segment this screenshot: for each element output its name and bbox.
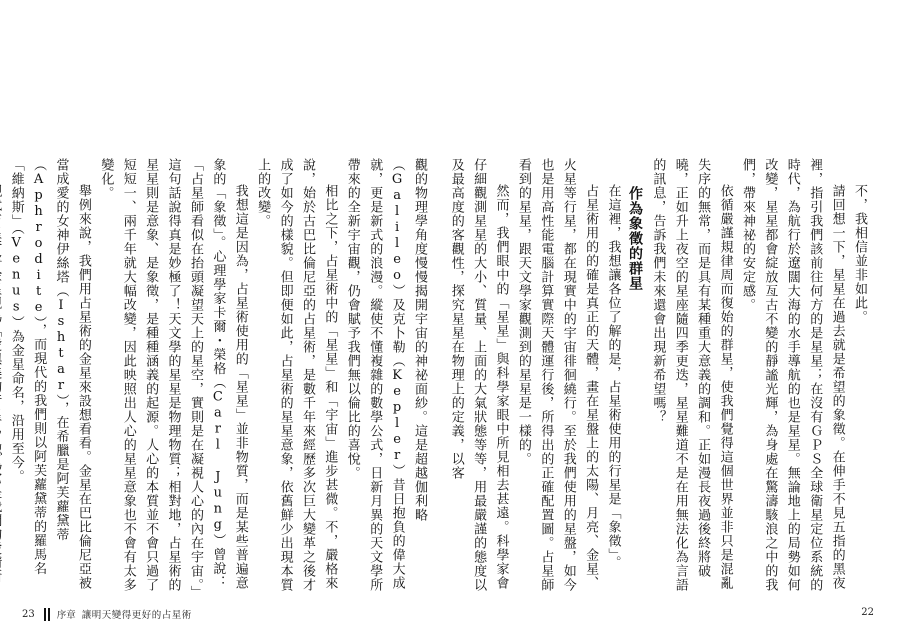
right-footer: [861, 607, 874, 618]
paragraph: 在這裡，我想讓各位了解的是，占星術使用的行星是「象徵」。: [605, 184, 621, 570]
right-page: [450, 0, 900, 638]
section-heading: 作為象徵的群星: [626, 186, 643, 291]
paragraph: 依循嚴謹規律周而復始的群星，使我們覺得這個世界並非只是混亂失序的無常，而是具有某種重大意義的調和。正如漫長夜過後終將破曉，正如升上夜空的星座隨四季更迭，星星難道不是在用無法化為言語的訊息，告訴我們未來還會出現新希望嗎？: [650, 158, 733, 592]
left-page-text: [8, 158, 430, 598]
running-title: 讓明天變得更好的占星術: [81, 610, 192, 621]
paragraph: 觀的物理學角度慢慢揭開宇宙的神祕面紗。這是超越伽利略（Galileo）及克卜勒（Kepler）昔日抱負的偉大成就，更是新式的浪漫。縱使不懂複雜的數學公式，日新月異的天文學所帶來的全新宇宙觀，仍會賦予我們無以倫比的喜悅。: [344, 158, 427, 592]
page-number: 23: [22, 608, 35, 620]
page-number: 22: [861, 607, 874, 618]
chapter-label: 序章: [56, 610, 76, 621]
paragraph: 我想這是因為，占星術使用的「星星」並非物質，而是某些普遍意象的「象徵」。心理學家卡爾・榮格（Carl Jung）曾說：「占星師看似在抬頭凝望天上的星空，實則是在凝視人心的內在宇宙。」這句話說得真是妙極了！天文學的星星是物理物質；相對地，占星術的星星則是意象、是象徵，是種種涵義的起源。人心的本質並不會只過了短短一、兩千年就大幅改變，因此映照出人心的星星意象也不會有太多變化。: [98, 158, 248, 593]
right-page-text: [448, 158, 870, 598]
paragraph: [0, 158, 4, 598]
paragraph: 相比之下，占星術中的「星星」和「宇宙」進步甚微。不，嚴格來說，始於古巴比倫尼亞的占星術，是數千年來經歷多次巨大變革之後才成了如今的樣貌。但即便如此，占星術的星星意象，依舊鮮少出現本質上的改變。: [255, 158, 338, 592]
chapter-bars-icon: [43, 608, 51, 621]
paragraph: 占星術用的的確是真正的天體，畫在星盤上的太陽、月亮、金星、火星等行星，都在現實中的宇宙徘徊繞行。至於我們使用的星盤，如今也是用高性能電腦計算實際天體運行後，所得出的正確配置圖。占星師看到的星星，跟天文學家觀測到的星星是一樣的。: [515, 158, 599, 592]
paragraph: 然而，我們眼中的「星星」與科學家眼中所見相去甚遠。科學家會仔細觀測星星的大小、質量、上面的大氣狀態等等，用最嚴謹的態度以及最高度的客觀性，探究星星在物理上的定義，以客: [448, 158, 509, 592]
paragraph: 舉例來說，我們用占星術的金星來設想看看。金星在巴比倫尼亞被當成愛的女神伊絲塔（Ishtar），在希臘是阿芙蘿黛蒂（Aphrodite），而現代的我們則以阿芙蘿黛蒂的羅馬名「維納斯」（Venus）為金星命名，沿用至今。: [8, 158, 91, 590]
left-footer: [22, 607, 192, 621]
paragraph: 不，我相信並非如此。: [852, 184, 867, 324]
paragraph: 請回想一下，星星在過去就是希望的象徵。在伸手不見五指的黑夜裡，指引我們該前往何方的是星星；在沒有ＧＰＳ全球衛星定位系統的時代，為航行於遼闊大海的水手導航的也是星星。無論地上的局勢如何改變，星星都會綻放亙古不變的靜謐光輝，為身處在驚濤駭浪之中的我們，帶來神祕的安定感。: [739, 158, 845, 592]
